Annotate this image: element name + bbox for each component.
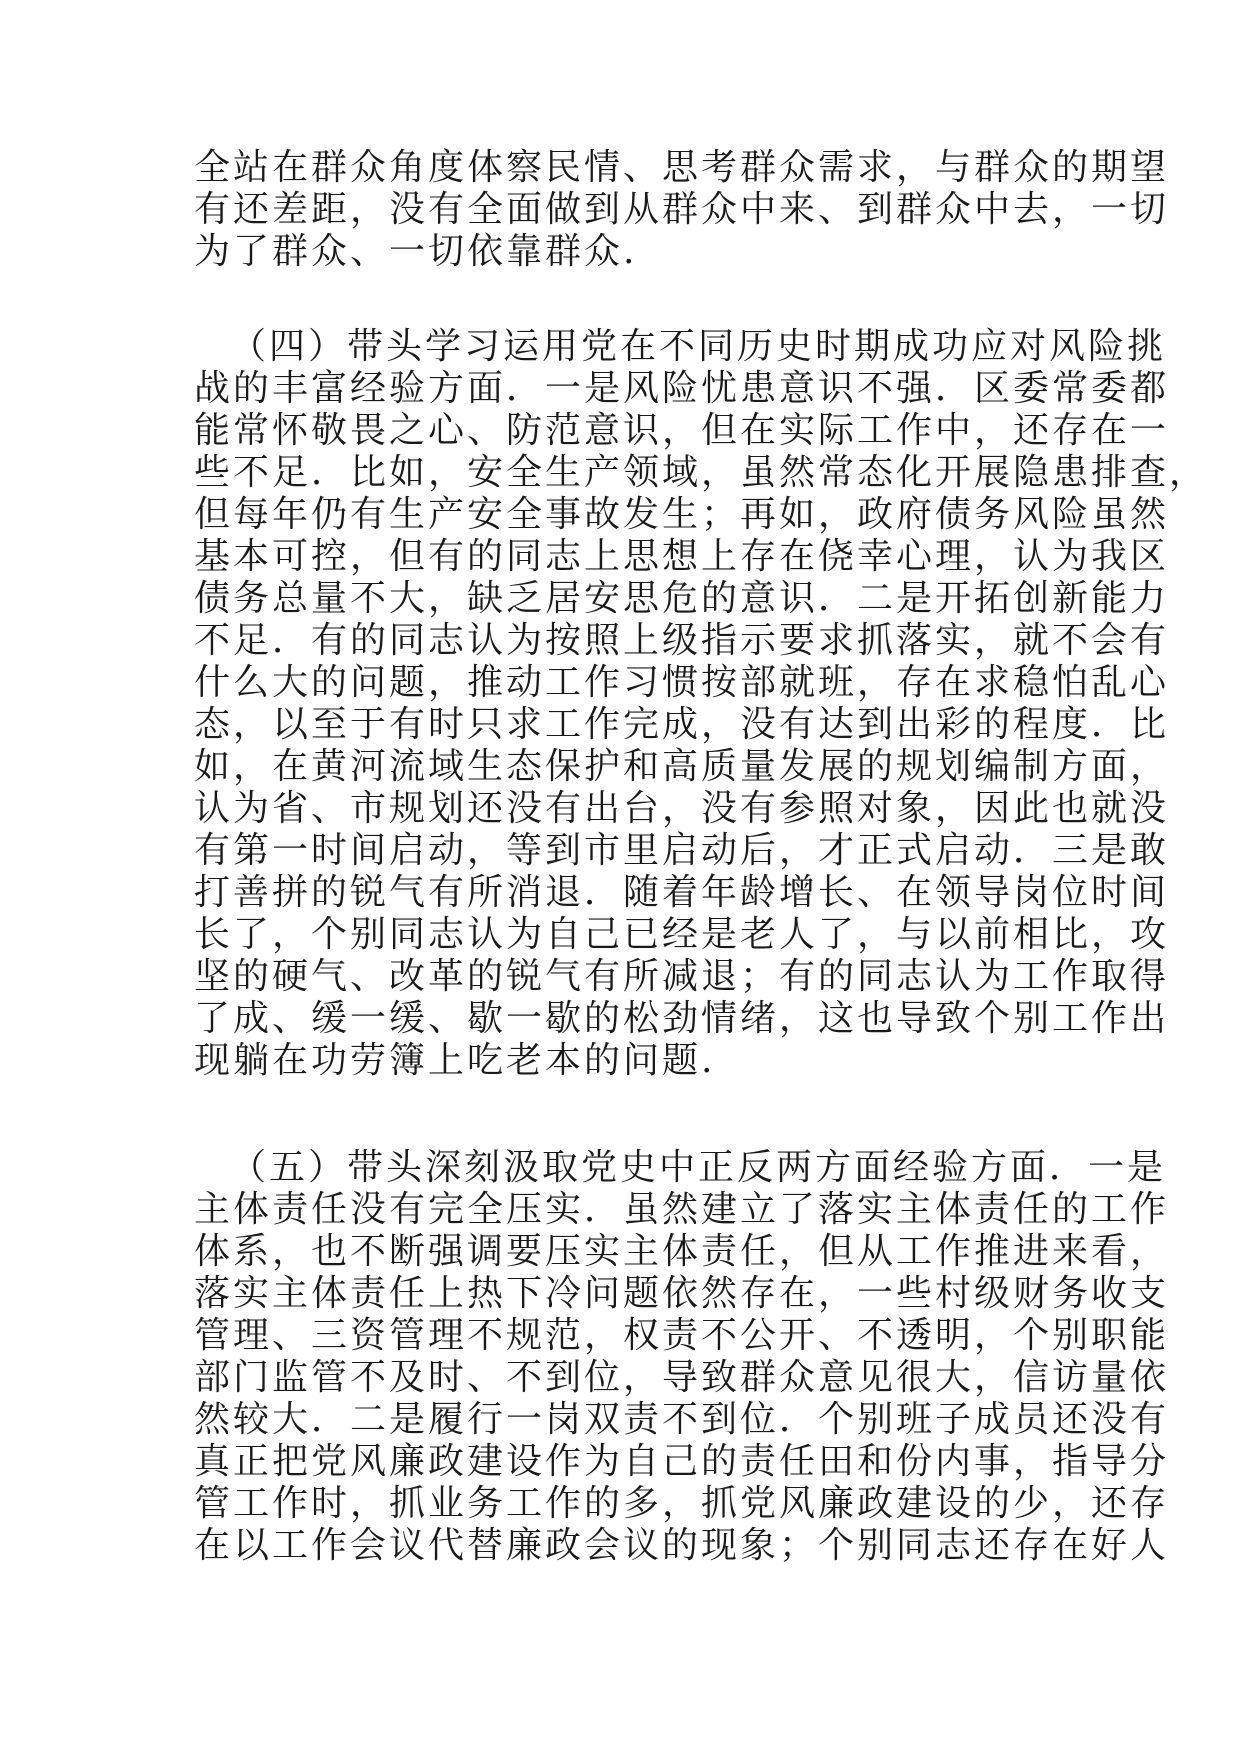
text-line: 如，在黄河流域生态保护和高质量发展的规划编制方面， bbox=[194, 746, 1170, 787]
text-line: 坚的硬气、改革的锐气有所减退；有的同志认为工作取得 bbox=[194, 956, 1170, 997]
text-line: 管工作时，抓业务工作的多，抓党风廉政建设的少，还存 bbox=[194, 1483, 1170, 1524]
text-line: 债务总量不大，缺乏居安思危的意识．二是开拓创新能力 bbox=[194, 578, 1170, 619]
text-line: 有第一时间启动，等到市里启动后，才正式启动．三是敢 bbox=[194, 830, 1170, 871]
text-line: 现躺在功劳簿上吃老本的问题. bbox=[194, 1040, 716, 1081]
text-line: 长了，个别同志认为自己已经是老人了，与以前相比，攻 bbox=[194, 914, 1170, 955]
text-line: 管理、三资管理不规范，权责不公开、不透明，个别职能 bbox=[194, 1315, 1170, 1356]
text-line: 能常怀敬畏之心、防范意识，但在实际工作中，还存在一 bbox=[194, 410, 1170, 451]
text-line: 部门监管不及时、不到位，导致群众意见很大，信访量依 bbox=[194, 1357, 1170, 1398]
text-line: 落实主体责任上热下冷问题依然存在，一些村级财务收支 bbox=[194, 1273, 1170, 1314]
text-line: 真正把党风廉政建设作为自己的责任田和份内事，指导分 bbox=[194, 1441, 1170, 1482]
paragraph-section-five bbox=[194, 1147, 1170, 1567]
text-line: （五）带头深刻汲取党史中正反两方面经验方面．一是 bbox=[230, 1147, 1167, 1188]
text-line: 全站在群众角度体察民情、思考群众需求，与群众的期望 bbox=[194, 147, 1170, 188]
text-line: 些不足．比如，安全生产领域，虽然常态化开展隐患排查， bbox=[194, 452, 1209, 493]
text-line: 战的丰富经验方面．一是风险忧患意识不强．区委常委都 bbox=[194, 368, 1170, 409]
text-line: 认为省、市规划还没有出台，没有参照对象，因此也就没 bbox=[194, 788, 1170, 829]
text-line: 基本可控，但有的同志上思想上存在侥幸心理，认为我区 bbox=[194, 536, 1170, 577]
text-line: 有还差距，没有全面做到从群众中来、到群众中去，一切 bbox=[194, 189, 1170, 230]
text-line: 不足．有的同志认为按照上级指示要求抓落实，就不会有 bbox=[194, 620, 1170, 661]
text-line: 态，以至于有时只求工作完成，没有达到出彩的程度．比 bbox=[194, 704, 1170, 745]
text-line: （四）带头学习运用党在不同历史时期成功应对风险挑 bbox=[230, 326, 1167, 367]
paragraph-continuation bbox=[194, 147, 1170, 273]
text-line: 但每年仍有生产安全事故发生；再如，政府债务风险虽然 bbox=[194, 494, 1170, 535]
text-line: 了成、缓一缓、歇一歇的松劲情绪，这也导致个别工作出 bbox=[194, 998, 1170, 1039]
text-line: 在以工作会议代替廉政会议的现象；个别同志还存在好人 bbox=[194, 1525, 1170, 1566]
text-line: 体系，也不断强调要压实主体责任，但从工作推进来看， bbox=[194, 1231, 1170, 1272]
text-line: 打善拼的锐气有所消退．随着年龄增长、在领导岗位时间 bbox=[194, 872, 1170, 913]
paragraph-section-four bbox=[194, 326, 1209, 1082]
text-line: 为了群众、一切依靠群众. bbox=[194, 231, 638, 272]
text-line: 主体责任没有完全压实．虽然建立了落实主体责任的工作 bbox=[194, 1189, 1170, 1230]
text-line: 然较大．二是履行一岗双责不到位．个别班子成员还没有 bbox=[194, 1399, 1170, 1440]
text-line: 什么大的问题，推动工作习惯按部就班，存在求稳怕乱心 bbox=[194, 662, 1170, 703]
